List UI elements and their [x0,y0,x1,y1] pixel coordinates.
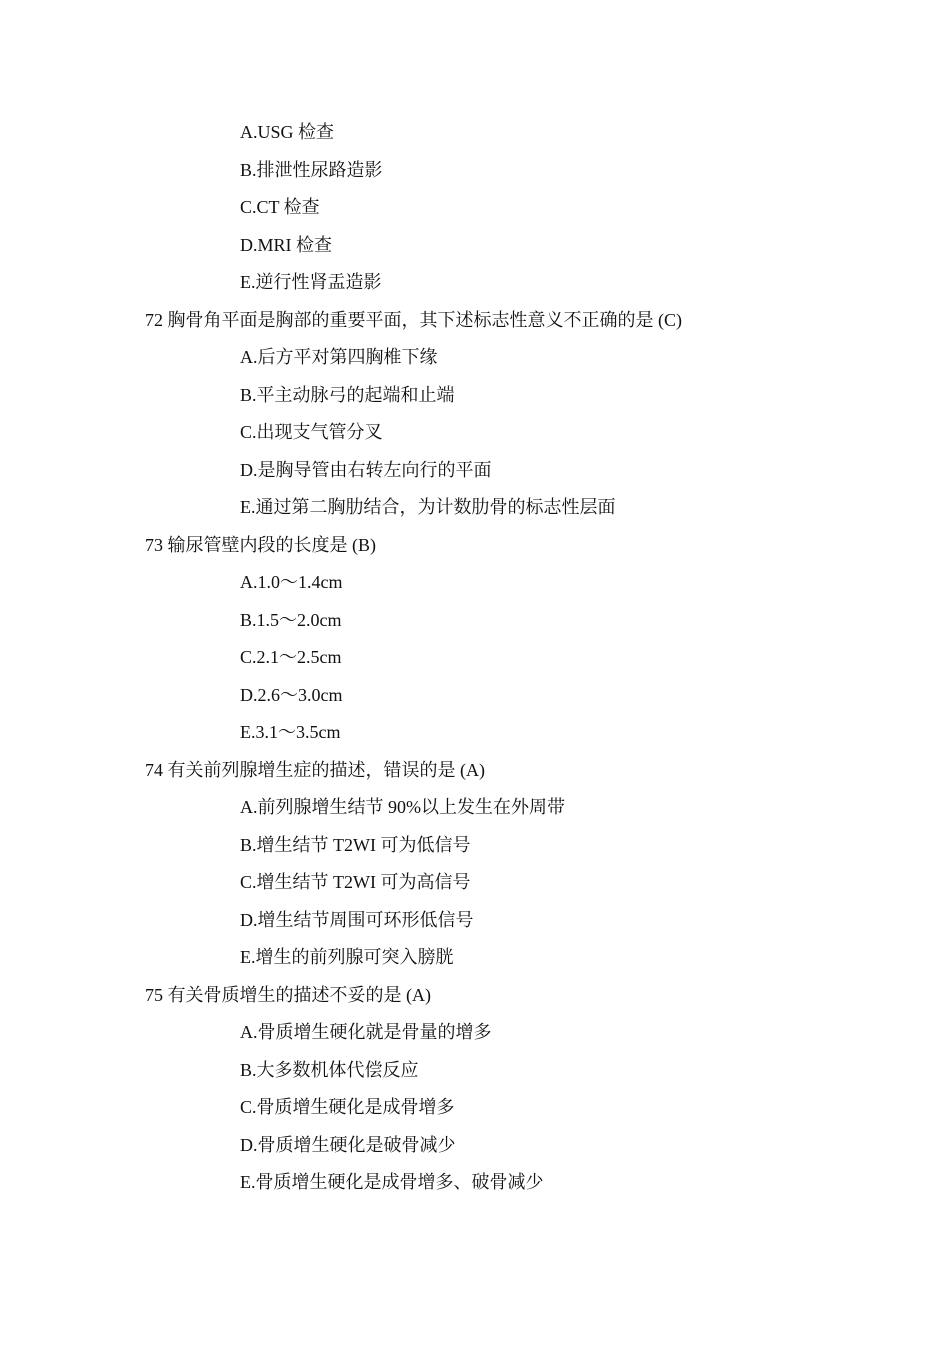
option-b: B.1.5～2.0cm [240,609,342,630]
option-c: C.出现支气管分叉 [240,422,383,442]
option-a: A.后方平对第四胸椎下缘 [240,347,438,367]
option-d: D.是胸导管由右转左向行的平面 [240,459,492,480]
option-e: E.骨质增生硬化是成骨增多、破骨减少 [240,1172,544,1192]
question-list [0,114,952,1202]
option-b: B.排泄性尿路造影 [240,159,383,180]
option-e: E.通过第二胸肋结合，为计数肋骨的标志性层面 [240,497,616,517]
option-c: C.CT 检查 [240,197,320,217]
question-74: 74 有关前列腺增生症的描述，错误的是 (A) [145,759,485,780]
option-c: C.增生结节 T2WI 可为高信号 [240,872,471,892]
option-d: D.2.6～3.0cm [240,684,343,705]
option-a: A.骨质增生硬化就是骨量的增多 [240,1022,492,1042]
option-e: E.3.1～3.5cm [240,722,341,742]
option-b: B.大多数机体代偿反应 [240,1059,419,1080]
question-73: 73 输尿管壁内段的长度是 (B) [145,534,376,555]
option-e: E.逆行性肾盂造影 [240,272,382,292]
option-e: E.增生的前列腺可突入膀胱 [240,947,454,967]
question-75: 75 有关骨质增生的描述不妥的是 (A) [145,984,431,1005]
option-c: C.骨质增生硬化是成骨增多 [240,1097,455,1117]
option-a: A.1.0～1.4cm [240,572,343,592]
question-72: 72 胸骨角平面是胸部的重要平面，其下述标志性意义不正确的是 (C) [145,309,682,330]
option-d: D.骨质增生硬化是破骨减少 [240,1134,456,1155]
option-a: A.USG 检查 [240,122,335,142]
option-b: B.增生结节 T2WI 可为低信号 [240,834,471,855]
option-a: A.前列腺增生结节 90%以上发生在外周带 [240,797,565,817]
option-d: D.MRI 检查 [240,234,333,255]
option-b: B.平主动脉弓的起端和止端 [240,384,455,405]
option-c: C.2.1～2.5cm [240,647,342,667]
option-d: D.增生结节周围可环形低信号 [240,909,474,930]
